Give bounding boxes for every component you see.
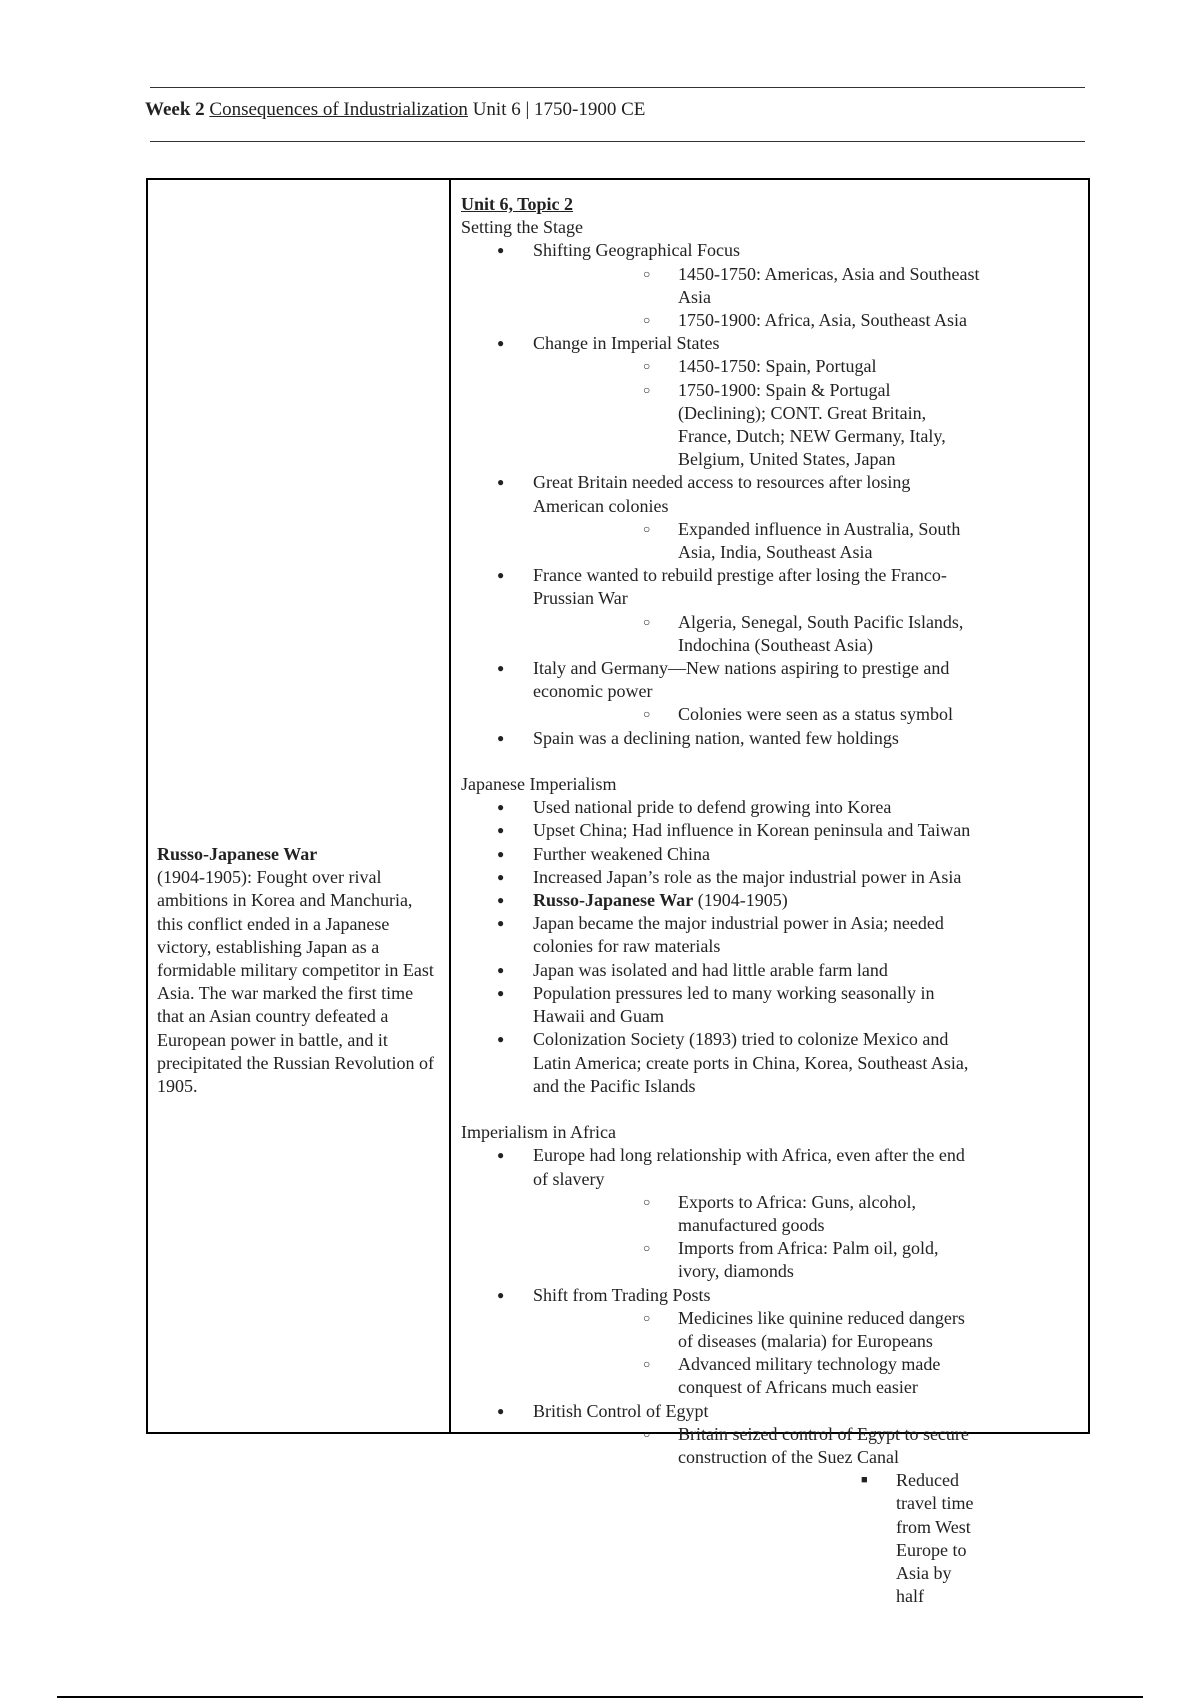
bullet-item: ● France wanted to rebuild prestige after losing the Franco-Prussian War ○ Algeria, Senegal, South Pacific Islands, Indochina (Southeast Asia) — [461, 564, 981, 657]
bullet-item: ● Italy and Germany—New nations aspiring to prestige and economic power ○ Colonies were seen as a status symbol — [461, 657, 981, 727]
cue-note — [157, 843, 442, 1098]
sub-bullet-item: ○ Medicines like quinine reduced dangers of diseases (malaria) for Europeans — [533, 1307, 981, 1353]
header-bottom-rule — [150, 141, 1085, 142]
bullet-item: ● Upset China; Had influence in Korean peninsula and Taiwan — [461, 819, 981, 842]
cue-column — [148, 180, 451, 1432]
sub-bullet-item: ○ 1750-1900: Spain & Portugal (Declining); CONT. Great Britain, France, Dutch; NEW Germany, Italy, Belgium, United States, Japan — [533, 379, 981, 472]
sub-bullet-item: ○ 1450-1750: Americas, Asia and Southeast Asia — [533, 263, 981, 309]
bullet-item: ● Population pressures led to many working seasonally in Hawaii and Guam — [461, 982, 981, 1028]
page-header — [145, 99, 645, 121]
sub-bullet-item: ○ Colonies were seen as a status symbol — [533, 703, 981, 726]
sub-bullet-item: ○ Algeria, Senegal, South Pacific Islands, Indochina (Southeast Asia) — [533, 611, 981, 657]
sub-bullet-item: ○ Imports from Africa: Palm oil, gold, ivory, diamonds — [533, 1237, 981, 1283]
cue-note-title: Russo-Japanese War — [157, 844, 318, 864]
sub-bullet-item: ○ Britain seized control of Egypt to secure construction of the Suez Canal ■ Reduced travel time from West Europe to Asia by half — [533, 1423, 981, 1609]
bullet-item: ● Europe had long relationship with Africa, even after the end of slavery ○ Exports to Africa: Guns, alcohol, manufactured goods ○ Imports from Africa: Palm oil, gold, ivory, diamonds — [461, 1144, 981, 1283]
sub-bullet-list — [533, 1423, 981, 1609]
bullet-item: ● Further weakened China — [461, 843, 981, 866]
bullet-item: ● Shifting Geographical Focus ○ 1450-1750: Americas, Asia and Southeast Asia ○ 1750-1900: Africa, Asia, Southeast Asia — [461, 239, 981, 332]
bullet-item: ● Increased Japan’s role as the major industrial power in Asia — [461, 866, 981, 889]
bullet-list — [461, 796, 981, 1098]
bullet-item: ● Used national pride to defend growing into Korea — [461, 796, 981, 819]
bold-term: Russo-Japanese War — [533, 890, 694, 911]
bullet-item: ● Japan was isolated and had little arable farm land — [461, 959, 981, 982]
section-heading: Japanese Imperialism — [461, 774, 617, 795]
header-topic: Consequences of Industrialization — [209, 99, 468, 120]
header-week: Week 2 — [145, 99, 205, 120]
bullet-item: ● Change in Imperial States ○ 1450-1750: Spain, Portugal ○ 1750-1900: Spain & Portugal (Declining); CONT. Great Britain, France, Dutch; NEW Germany, Italy, Belgium, United States, Japan — [461, 332, 981, 471]
sub-bullet-list — [533, 1307, 981, 1400]
bullet-item: ● Russo-Japanese War (1904-1905) — [461, 889, 981, 912]
header-unit: Unit 6 | 1750-1900 CE — [472, 99, 646, 120]
bullet-item: ● Spain was a declining nation, wanted few holdings — [461, 727, 981, 750]
section-heading: Setting the Stage — [461, 217, 583, 238]
sub-sub-bullet-item: ■ Reduced travel time from West Europe to Asia by half — [678, 1469, 981, 1608]
bullet-list — [461, 1144, 981, 1608]
sub-bullet-item: ○ 1750-1900: Africa, Asia, Southeast Asia — [533, 309, 981, 332]
sub-bullet-list — [533, 263, 981, 333]
sub-bullet-list — [533, 1191, 981, 1284]
sub-bullet-item: ○ Expanded influence in Australia, South Asia, India, Southeast Asia — [533, 518, 981, 564]
sub-bullet-item: ○ 1450-1750: Spain, Portugal — [533, 355, 981, 378]
bullet-item: ● Colonization Society (1893) tried to colonize Mexico and Latin America; create ports in China, Korea, Southeast Asia, and the Pacific Islands — [461, 1028, 981, 1098]
notes-content — [461, 193, 981, 1608]
page-bottom-rule — [57, 1696, 1143, 1698]
sub-bullet-item: ○ Exports to Africa: Guns, alcohol, manufactured goods — [533, 1191, 981, 1237]
bullet-item: ● Great Britain needed access to resources after losing American colonies ○ Expanded influence in Australia, South Asia, India, Southeast Asia — [461, 471, 981, 564]
sub-sub-bullet-list — [678, 1469, 981, 1608]
notes-table — [146, 178, 1090, 1607]
bullet-item: ● Japan became the major industrial power in Asia; needed colonies for raw materials — [461, 912, 981, 958]
bullet-item: ● Shift from Trading Posts ○ Medicines like quinine reduced dangers of diseases (malaria) for Europeans ○ Advanced military technology made conquest of Africans much easier — [461, 1284, 981, 1400]
sub-bullet-list — [533, 355, 981, 471]
sub-bullet-list — [533, 703, 981, 726]
sub-bullet-list — [533, 611, 981, 657]
bullet-item: ● British Control of Egypt ○ Britain seized control of Egypt to secure construction of the Suez Canal ■ Reduced travel time from West Europe to Asia by half — [461, 1400, 981, 1609]
sub-bullet-list — [533, 518, 981, 564]
section-heading: Imperialism in Africa — [461, 1122, 616, 1143]
notes-column — [451, 180, 1088, 1607]
cue-note-body: (1904-1905): Fought over rival ambitions in Korea and Manchuria, this conflict ended in a Japanese victory, establishing Japan as a formidable military competitor in East Asia. The war marked the first time that an Asian country defeated a European power in battle, and it precipitated the Russian Revolution of 1905. — [157, 867, 434, 1097]
bullet-list — [461, 239, 981, 749]
sub-bullet-item: ○ Advanced military technology made conquest of Africans much easier — [533, 1353, 981, 1399]
topic-title: Unit 6, Topic 2 — [461, 194, 574, 214]
header-top-rule — [150, 87, 1085, 88]
